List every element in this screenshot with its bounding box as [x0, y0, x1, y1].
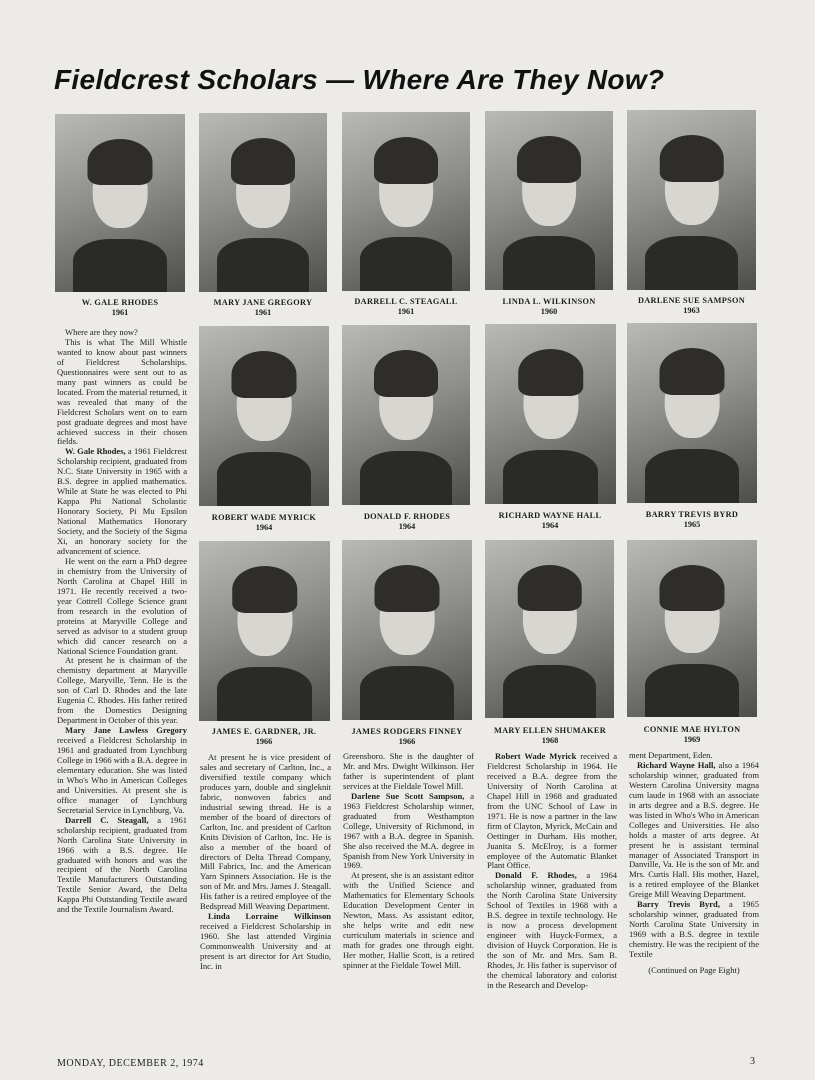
photo-darrell-steagall — [342, 112, 470, 291]
article-paragraph: ment Department, Eden. — [629, 750, 713, 760]
scholar-lead: Darlene Sue Scott Sampson, — [351, 790, 465, 801]
scholar-name: DARRELL C. STEAGALL — [354, 297, 458, 306]
article-paragraph: Barry Trevis Byrd, a 1965 scholarship winner, graduated from North Carolina State University in 1969 with a B.S. degree in textile chemistry. He was the recipient of the Textile — [629, 899, 759, 960]
scholar-name: DARLENE SUE SAMPSON — [637, 296, 746, 305]
photo-barry-byrd — [627, 323, 757, 503]
scholar-year: 1964 — [398, 522, 416, 531]
scholar-name: RICHARD WAYNE HALL — [498, 511, 602, 520]
scholar-lead: Darrell C. Steagall, — [65, 814, 149, 825]
scholar-lead: Richard Wayne Hall, — [637, 759, 716, 770]
article-paragraph: This is what The Mill Whistle wanted to know about past winners of Fieldcrest Scholarships. Questionnaires were sent out to as many past winners as could be located. From the material returned, it was revealed that many of the Fieldcrest Scholars went on to earn post graduate degrees and most have achieved success in their chosen fields. — [57, 336, 187, 447]
scholar-lead: Donald F. Rhodes, — [495, 870, 577, 881]
scholar-name: CONNIE MAE HYLTON — [643, 725, 741, 734]
caption-12 — [472, 726, 628, 745]
photo-gale-rhodes — [55, 114, 185, 292]
scholar-year: 1961 — [254, 308, 272, 317]
article-paragraph: Darlene Sue Scott Sampson, a 1963 Fieldcrest Scholarship winner, graduated from Westhampton College, University of Richmond, in 1967 with a B.A. degree in Spanish. She also received the M.A. degree in Spanish from New York University in 1969. — [343, 790, 474, 871]
scholar-year: 1966 — [398, 737, 416, 746]
scholar-name: DONALD F. RHODES — [363, 512, 451, 521]
scholar-year: 1966 — [255, 737, 273, 746]
article-paragraph: W. Gale Rhodes, a 1961 Fieldcrest Scholarship recipient, graduated from N.C. State University in 1965 with a B.S. degree in applied mathematics. While at State he was elected to Phi Kappa Phi National Scholastic Honorary Society, Pi Mu Epsilon National Mathematics Honorary Society, and the Society of the Sigma Xi, an honorary society for the advancement of science. — [57, 446, 187, 556]
article-paragraph: He went on the earn a PhD degree in chemistry from the University of North Carolina at Chapel Hill in 1971. He recently received a two-year Cottrell College Science grant from research in the evolution of proteins at Maryville College and served as advisor to a student group which did cancer research on a National Science Foundation grant. — [57, 555, 187, 656]
scholar-year: 1963 — [683, 306, 700, 315]
caption-10 — [186, 727, 342, 746]
photo-donald-rhodes — [342, 325, 470, 505]
scholar-name: MARY ELLEN SHUMAKER — [493, 726, 607, 735]
caption-4 — [472, 297, 626, 316]
scholar-lead: Linda Lorraine Wilkinson — [208, 911, 331, 922]
scholar-year: 1960 — [540, 307, 558, 316]
page-title: Fieldcrest Scholars — Where Are They Now? — [54, 64, 665, 95]
photo-james-finney — [342, 540, 472, 720]
photo-james-gardner — [199, 541, 330, 721]
photo-mary-jane-gregory — [199, 113, 327, 292]
article-paragraph: Mary Jane Lawless Gregory received a Fieldcrest Scholarship in 1961 and graduated from Lynchburg College in 1966 with a B.A. degree in elementary education. She was listed in Who's Who in American Colleges and Universities. At present she is office manager of Lynchburg Secretarial Service in Lynchburg, Va. — [57, 725, 187, 815]
caption-7 — [329, 512, 485, 531]
article-paragraph: At present he is vice president of sales and secretary of Carlton, Inc., a diversified textile company which produces yarn, double and singleknit fabric, nonwoven fabrics and industrial sewing thread. He is a member of the board of directors of Carlton, Inc. and president of Carlton Knits Division of Carlton, Inc. He is also a member of the board of directors of Delta Thread Company, Mill Fabrics, Inc. and the American Yarn Spinners Association. He is the son of Mr. and Mrs. James J. Steagall. His father is a retired employee of the Bedspread Mill Weaving Department. — [200, 752, 331, 912]
caption-1 — [45, 298, 195, 317]
photo-connie-hylton — [627, 540, 757, 717]
caption-6 — [186, 513, 342, 532]
scholar-lead: W. Gale Rhodes, — [65, 446, 126, 457]
scholar-lead: Robert Wade Myrick — [495, 751, 577, 761]
photo-darlene-sampson — [627, 110, 756, 290]
article-paragraph: Darrell C. Steagall, a 1961 scholarship recipient, graduated from North Carolina State University in 1966 with a B.S. degree. He graduated with honors and was the recipient of the North Carolina Textile Manufacturers Outstanding Textile Senior Award, the Delta Kappa Phi Outstanding Textile award and the Textile Journalism Award. — [57, 814, 187, 915]
photo-richard-hall — [485, 324, 616, 504]
scholar-year: 1961 — [397, 307, 415, 316]
caption-3 — [329, 297, 483, 316]
page-number: 3 — [750, 1056, 755, 1067]
dateline: MONDAY, DECEMBER 2, 1974 — [57, 1058, 204, 1069]
article-column-4 — [487, 752, 617, 991]
article-paragraph: At present he is chairman of the chemistry department at Maryville College, Maryville, Tenn. He is the son of Carl D. Rhodes and the late Eugenia C. Rhodes. His father retired from the Domestics Designing Department in October of this year. — [57, 655, 187, 726]
scholar-year: 1969 — [683, 735, 701, 744]
caption-13 — [614, 725, 770, 744]
article-paragraph: Linda Lorraine Wilkinson received a Fieldcrest Scholarship in 1960. She last attended Virginia Commonwealth University and at present is art director for Art Studio, Inc. in — [200, 911, 331, 972]
article-column-3 — [343, 752, 474, 971]
photo-linda-wilkinson — [485, 111, 613, 290]
photo-robert-myrick — [199, 326, 329, 506]
caption-8 — [472, 511, 628, 530]
scholar-name: JAMES RODGERS FINNEY — [351, 727, 463, 736]
scholar-name: ROBERT WADE MYRICK — [211, 513, 317, 522]
scholar-year: 1964 — [255, 523, 273, 532]
article-paragraph: Donald F. Rhodes, a 1964 scholarship winner, graduated from the North Carolina State University School of Textiles in 1968 with a B.S. degree in textile technology. He is now a process development engineer with Huyck-Formex, a division of Huyck Corporation. He is the son of Mr. and Mrs. Sam B. Rhodes, Jr. His father is supervisor of the chemical laboratory and colorist in the Research and Develop- — [487, 870, 617, 990]
article-column-2 — [200, 753, 331, 972]
caption-11 — [329, 727, 485, 746]
caption-9 — [614, 510, 770, 529]
continued-note: (Continued on Page Eight) — [648, 965, 740, 976]
scholar-year: 1961 — [111, 308, 129, 317]
article-paragraph: Robert Wade Myrick received a Fieldcrest Scholarship in 1964. He received a B.A. degree from the University of North Carolina at Chapel Hill in 1968 and graduated from the UNC School of Law in 1971. He is now a partner in the law firm of Clayton, Myrick, McCain and Oettinger in Durham. His mother, Juanita S. McElroy, is a former employee of the Automatic Blanket Plant Office. — [487, 751, 617, 871]
article-paragraph: At present, she is an assistant editor with the Unified Science and Mathematics for Elementary Schools Education Development Center in Newton, Mass. As assistant editor, she helps write and edit new curriculum materials in science and math for grades one through eight. Her mother, Hallie Scott, is a retired spinner at the Fieldale Towel Mill. — [343, 870, 474, 971]
scholar-year: 1965 — [683, 520, 701, 529]
article-paragraph: Richard Wayne Hall, also a 1964 scholarship winner, graduated from Western Carolina University magna cum laude in 1968 with an associate in arts degree and a B.S. degree. He was listed in Who's Who in American Colleges and Universities. He also holds a master of arts degree. At present he is assistant terminal manager of Associated Transport in Danville, Va. He is the son of Mr. and Mrs. Curtis Hall. His mother, Hazel, is a retired employee of the Blanket Greige Mill Weaving Department. — [629, 759, 759, 900]
scholar-name: BARRY TREVIS BYRD — [645, 510, 739, 519]
caption-2 — [186, 298, 340, 317]
article-column-5 — [629, 751, 759, 976]
scholar-name: JAMES E. GARDNER, JR. — [211, 727, 317, 736]
photo-mary-ellen-shumaker — [485, 540, 614, 718]
scholar-year: 1964 — [541, 521, 559, 530]
caption-5 — [614, 296, 769, 315]
scholar-lead: Barry Trevis Byrd, — [637, 899, 720, 910]
article-column-1 — [57, 328, 187, 915]
scholar-lead: Mary Jane Lawless Gregory — [65, 725, 187, 736]
article-paragraph: Greensboro. She is the daughter of Mr. and Mrs. Dwight Wilkinson. Her father is superintendent of plant services at the Fieldale Towel Mill. — [343, 751, 474, 791]
article-paragraph: Where are they now? — [65, 327, 138, 337]
scholar-name: MARY JANE GREGORY — [213, 298, 313, 307]
scholar-name: W. GALE RHODES — [81, 298, 159, 307]
scholar-name: LINDA L. WILKINSON — [502, 297, 596, 306]
scholar-year: 1968 — [541, 736, 559, 745]
